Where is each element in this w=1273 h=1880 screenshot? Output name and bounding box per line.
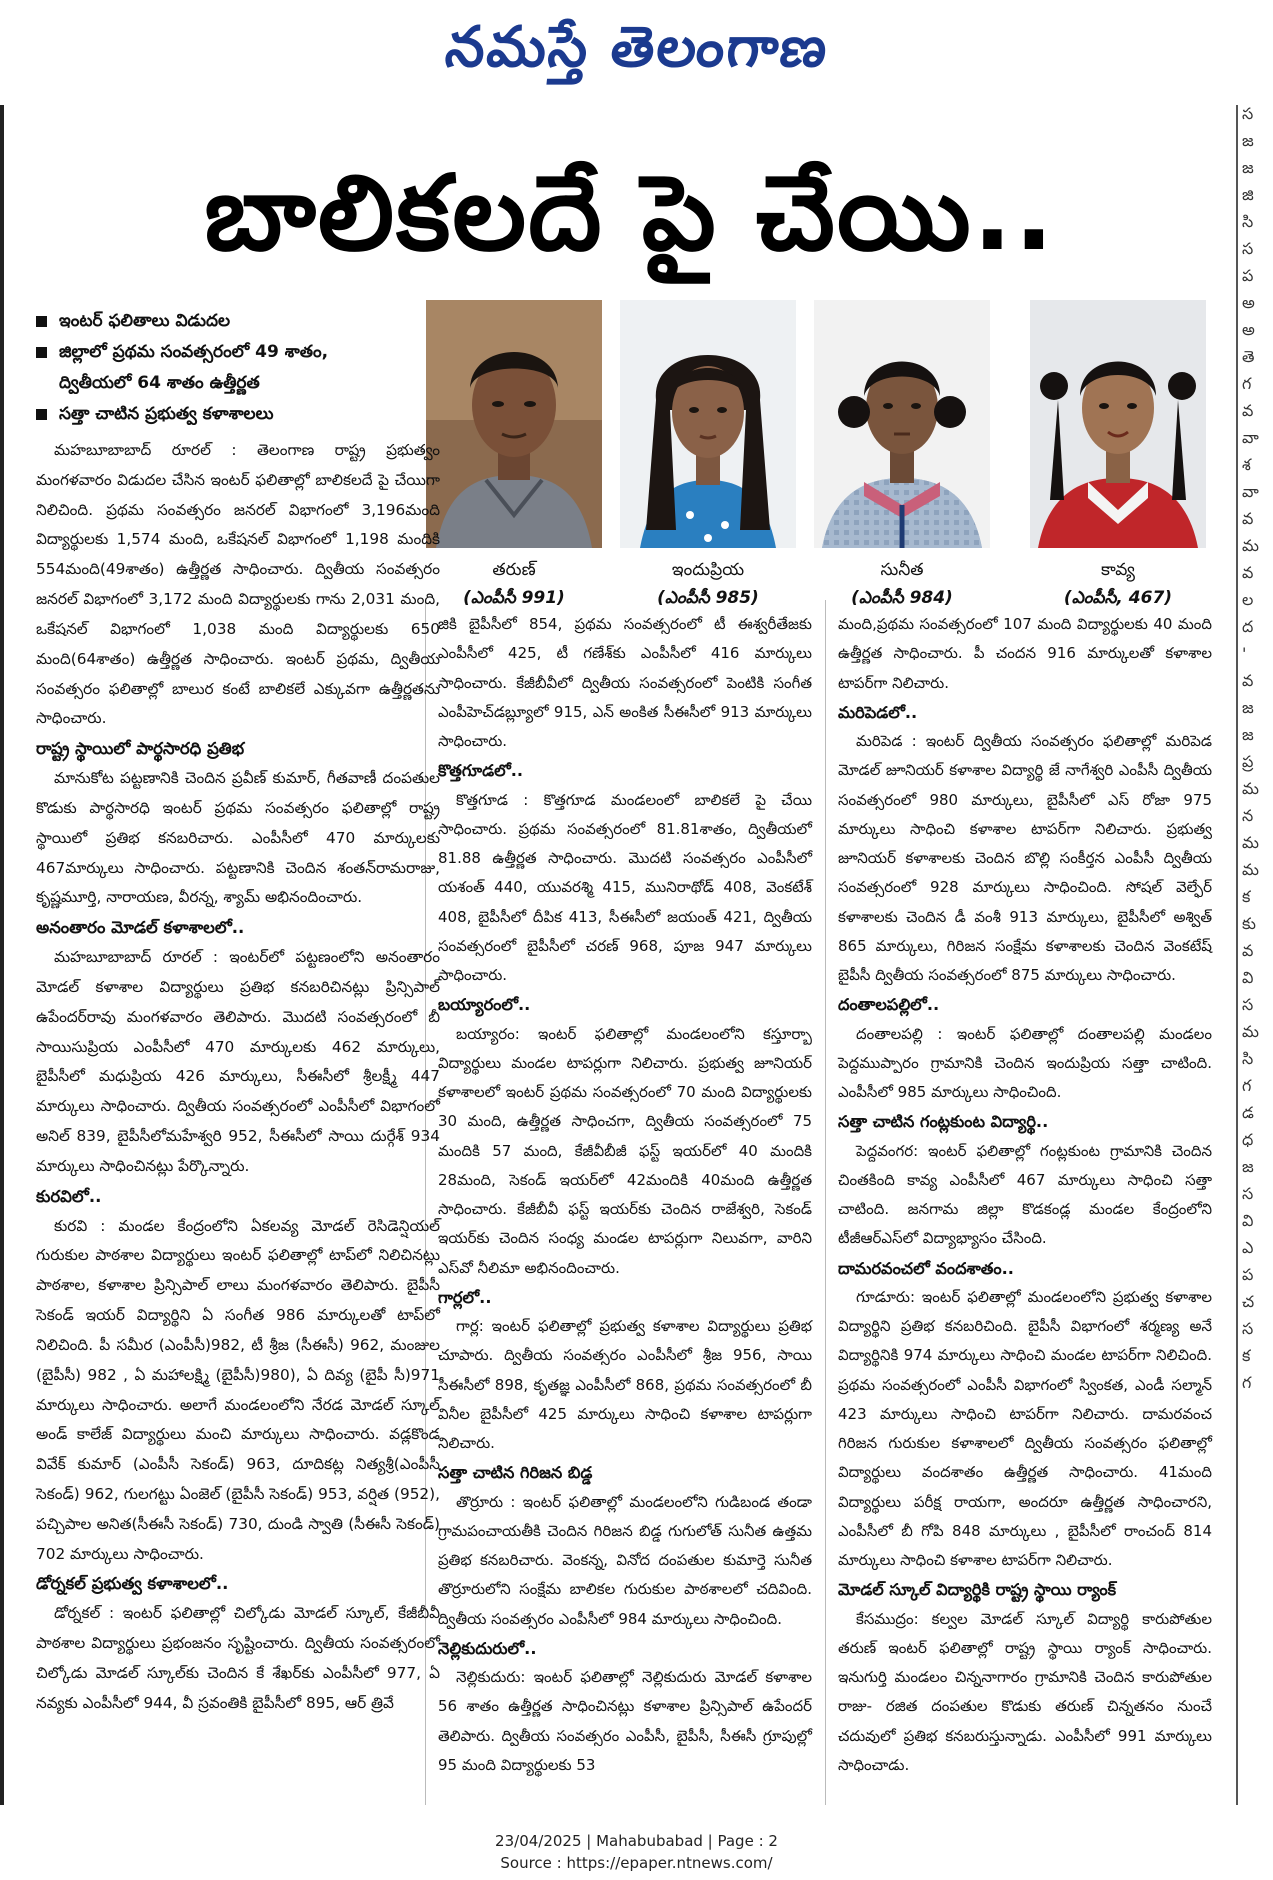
paragraph: బయ్యారం: ఇంటర్ ఫలితాల్లో మండలంలోని కస్తూర్బా విద్యార్థులు మండల టాపర్లుగా నిలిచారు. ప్రభుత్వ జూనియర్ కళాశాలలో ఇంటర్ ప్రథమ సంవత్సరంలో 70 మంది విద్యార్థులకు 30 మంది, ఉత్తీర్ణత సాధించగా, ద్వితీయ సంవత్సరంలో 75 మందికి 57 మంది, కేజీవీబీజీ ఫస్ట్ ఇయర్‌లో 40 మందికి 28మంది, సెకండ్ ఇయర్‌లో 42మందికి 40మంది ఉత్తీర్ణత సాధించారు. కేజీబీవీ ఫస్ట్ ఇయర్‌కు చెందిన రాజేశ్వరి, సెకండ్ ఇయర్‌కు చెందిన సంధ్య మండల టాపర్లుగా నిలువగా, వారిని ఎస్‌వో నీలిమా అభినందించారు. (438, 1024, 812, 1277)
photo-tarun (426, 300, 602, 548)
strip-fragment: మ (1242, 833, 1259, 852)
strip-fragment: అ (1242, 320, 1255, 339)
column-divider (825, 600, 826, 1805)
strip-fragment: ధ (1242, 1130, 1254, 1149)
subheading: రాష్ట్ర స్థాయిలో పార్థసారధి ప్రతిభ (36, 739, 245, 759)
strip-fragment: క (1242, 1346, 1251, 1365)
strip-fragment: డ (1242, 1103, 1254, 1122)
strip-fragment: మ (1242, 1022, 1259, 1041)
caption-suneetha: సునీత (ఎంపీసీ 984) (851, 560, 953, 608)
strip-fragment: ప (1242, 266, 1254, 285)
strip-fragment: శ (1242, 455, 1251, 474)
strip-fragment: ప్ర (1242, 752, 1254, 771)
paragraph: కురవి : మండల కేంద్రంలోని ఏకలవ్య మోడల్ రెసిడెన్షియల్ గురుకుల పాఠశాల విద్యార్థులు ఇంటర్ ఫలితాల్లో టాప్‌లో నిలిచినట్లు పాఠశాల, కళాశాల ప్రిన్సిపాల్ లాలు మంగళవారం తెలిపారు. బైపీసీ సెకండ్ ఇయర్ విద్యార్థిని ఏ సంగీత 986 మార్కులతో టాప్‌లో నిలిచింది. పీ సమీర (ఎంపీసీ)982, టీ శ్రీజ (సీఈసీ) 962, మంజుల (బైపీసీ) 982 , ఏ మహాలక్ష్మి (బైపీసీ)980), ఏ దివ్య (బైపీ సీ)971 మార్కులు సాధించారు. అలాగే మండలంలోని నేరడ మోడల్ స్కూల్ అండ్ కాలేజ్ విద్యార్థులు మంచి మార్కులు సాధించారు. వడ్లకొండ వివేక్ కుమార్ (ఎంపీసీ సెకండ్) 963, దూదికట్ల నిత్యశ్రీ(ఎంపీసీ సెకండ్) 962, గులగట్టు ఏంజెల్ (బైపీసీ సెకండ్) 953, వర్షిత (952), పచ్చిపాల అనిత(సీఈసీ సెకండ్) 730, దుండి స్వాతి (సీఈసీ సెకండ్) 702 మార్కులు సాధించారు. (36, 1216, 440, 1563)
highlight-item: సత్తా చాటిన ప్రభుత్వ కళాశాలలు (36, 399, 416, 430)
subheading: కొత్తగూడలో.. (438, 761, 524, 781)
page-footer (0, 1830, 1273, 1874)
subheading: డోర్నకల్ ప్రభుత్వ కళాశాలలో.. (36, 1574, 229, 1594)
paragraph: తొర్రూరు : ఇంటర్ ఫలితాల్లో మండలంలోని గుడిబండ తండా గ్రామపంచాయతీకి చెందిన గిరిజన బిడ్డ గుగులోత్ సునీత ఉత్తమ ప్రతిభ కనబరిచారు. వెంకన్న, వినోద దంపతుల కుమార్తె సునీత తొర్రూరులోని సంక్షేమ బాలికల గురుకుల పాఠశాలలో చదివింది. ద్వితీయ సంవత్సరం ఎంపీసీలో 984 మార్కులు సాధించింది. (438, 1492, 812, 1628)
photo-kavya (1030, 300, 1206, 548)
strip-fragment: జ (1242, 158, 1254, 177)
strip-fragment: స (1242, 1184, 1254, 1203)
student-photos (426, 300, 1206, 620)
strip-fragment: ప (1242, 1265, 1254, 1284)
strip-fragment: ఎ (1242, 1238, 1254, 1257)
paragraph: జికి బైపీసీలో 854, ప్రథమ సంవత్సరంలో టీ ఈశ్వరీతేజకు ఎంపీసీలో 425, టీ గణేశ్‌కు ఎంపీసీలో 416 మార్కులు సాధించారు. కేజీబీవీలో ద్వితీయ సంవత్సరంలో పెంటికి సంగీత ఎంపీహెచ్‌డబ్ల్యూలో 915, ఎన్ అంకిత సీఈసీలో 913 మార్కులు సాధించారు. (438, 615, 812, 750)
strip-fragment: తె (1242, 347, 1255, 366)
strip-fragment: కు (1242, 914, 1256, 933)
strip-fragment: జ (1242, 131, 1254, 150)
paragraph: పెద్దవంగర: ఇంటర్ ఫలితాల్లో గంట్లకుంట గ్రామానికి చెందిన చింతకింది కావ్య ఎంపీసీలో 467 మార్కులు సాధించి సత్తా చాటింది. జనగామ జిల్లా కొడకండ్ల మండల కేంద్రంలోని టీజీఆర్‌ఎస్‌లో విద్యాభ్యాసం చేసింది. (838, 1141, 1212, 1248)
strip-fragment: వ (1242, 671, 1254, 690)
strip-fragment: చ (1242, 1292, 1255, 1311)
caption-kavya: కావ్య (ఎంపీసీ, 467) (1063, 560, 1173, 608)
strip-fragment: సి (1242, 1049, 1254, 1068)
subheading: గార్లలో.. (438, 1287, 492, 1307)
article-column-1 (36, 436, 440, 1719)
highlights-list (36, 306, 416, 430)
article-column-2 (438, 610, 812, 1780)
strip-fragment: ల (1242, 590, 1254, 609)
footer-source-link[interactable]: Source : https://epaper.ntnews.com/ (500, 1854, 773, 1872)
strip-fragment: వ (1242, 563, 1254, 582)
highlight-item: ఇంటర్ ఫలితాలు విడుదల (36, 306, 416, 337)
strip-fragment: గ (1242, 1373, 1252, 1392)
paragraph: గార్ల: ఇంటర్ ఫలితాల్లో ప్రభుత్వ కళాశాల విద్యార్థులు ప్రతిభ చూపారు. ద్వితీయ సంవత్సరం ఎంపీసీలో శ్రీజ 956, సాయి సీఈసీలో 898, కృతజ్ఞ ఎంపీసీలో 868, ప్రథమ సంవత్సరంలో బీ వినీల బైపీసీలో 425 మార్కులు సాధించి కళాశాల టాపర్లుగా నిలిచారు. (438, 1317, 812, 1452)
subheading: దంతాలపల్లిలో.. (838, 995, 940, 1015)
paragraph: కేసముద్రం: కల్వల మోడల్ స్కూల్ విద్యార్థి కారుపోతుల తరుణ్ ఇంటర్ ఫలితాల్లో రాష్ట్ర స్థాయి ర్యాంక్ సాధించారు. ఇనుగుర్తి మండలం చిన్ననాగారం గ్రామానికి చెందిన కారుపోతుల రాజు- రజిత దంపతుల కొడుకు తరుణ్ చిన్నతనం నుంచే చదువులో ప్రతిభ కనబరుస్తున్నాడు. ఎంపీసీలో 991 మార్కులు సాధించాడు. (838, 1609, 1212, 1774)
strip-fragment: జ (1242, 725, 1254, 744)
highlight-item: ద్వితీయలో 64 శాతం ఉత్తీర్ణత (59, 373, 260, 393)
strip-fragment: స (1242, 239, 1254, 258)
paragraph: మరిపెడ : ఇంటర్ ద్వితీయ సంవత్సరం ఫలితాల్లో మరిపెడ మోడల్ జూనియర్ కళాశాల విద్యార్థి జే నాగేశ్వరి ఎంపీసీ ద్వితీయ సంవత్సరంలో 980 మార్కులు, బైపీసీలో ఎస్ రోజా 975 మార్కులు సాధించి కళాశాల టాపర్‌గా నిలిచారు. ప్రభుత్వ జూనియర్ కళాశాలకు చెందిన బొల్లి సంకీర్తన ఎంపీసీ ద్వితీయ సంవత్సరంలో 928 మార్కులు సాధించింది. సోషల్ వెల్ఫేర్ కళాశాలకు చెందిన డీ వంశీ 913 మార్కులు, బైపీసీలో అశ్విత్ 865 మార్కులు, గిరిజన సంక్షేమ కళాశాలకు చెందిన వెంకటేష్ బైపీసీ ద్వితీయ సంవత్సరంలో 875 మార్కులు సాధించారు. (838, 732, 1212, 984)
strip-fragment: జి (1242, 185, 1254, 204)
caption-induprıya: ఇందుప్రియ (ఎంపీసీ 985) (657, 560, 759, 608)
paragraph: మంది,ప్రథమ సంవత్సరంలో 107 మంది విద్యార్థులకు 40 మంది ఉత్తీర్ణత సాధించారు. పీ చందన 916 మార్కులతో కళాశాల టాపర్‌గా నిలిచారు. (838, 615, 1212, 692)
strip-fragment: మ (1242, 860, 1259, 879)
strip-fragment: స (1242, 995, 1254, 1014)
strip-fragment: స (1242, 1319, 1254, 1338)
paragraph: కొత్తగూడ : కొత్తగూడ మండలంలో బాలికలే పై చేయి సాధించారు. ప్రథమ సంవత్సరంలో 81.81శాతం, ద్వితీయలో 81.88 ఉత్తీర్ణత సాధించారు. మొదటి సంవత్సరం ఎంపీసీలో యశంత్ 440, యువరశ్మి 415, మునిరాథోడ్ 408, వెంకటేశ్ 408, బైపీసీలో దీపిక 413, సీఈసీలో జయంత్ 421, ద్వితీయ సంవత్సరంలో బైపీసీలో చరణ్ 968, పూజ 947 మార్కులు సాధించారు. (438, 790, 812, 984)
strip-fragment: జ (1242, 698, 1254, 717)
strip-fragment: క (1242, 887, 1251, 906)
strip-fragment: అ (1242, 293, 1255, 312)
strip-fragment: న (1242, 806, 1254, 825)
paragraph: దంతాలపల్లి : ఇంటర్ ఫలితాల్లో దంతాలపల్లి మండలం పెద్దముప్పారం గ్రామానికి చెందిన ఇందుప్రియ సత్తా చాటింది. ఎంపీసీలో 985 మార్కులు సాధించింది. (838, 1024, 1212, 1101)
strip-fragment: వా (1242, 482, 1259, 501)
right-column-border (1236, 105, 1238, 1805)
strip-fragment: వ (1242, 509, 1254, 528)
strip-fragment: గ (1242, 374, 1252, 393)
subheading: మరిపెడలో.. (838, 702, 918, 722)
adjacent-article-strip (1242, 100, 1273, 1820)
masthead-logo: నమస్తే తెలంగాణ (442, 14, 833, 80)
strip-fragment: వ (1242, 401, 1254, 420)
subheading: నెల్లికుదురులో.. (438, 1638, 537, 1658)
page-left-border (0, 105, 4, 1805)
headline: బాలికలదే పై చేయి.. (204, 152, 1056, 274)
subheading: దామరవంచలో వందశాతం.. (838, 1258, 1014, 1278)
subheading: సత్తా చాటిన గంట్లకుంట విద్యార్థి.. (838, 1112, 1049, 1132)
bullet-square-icon (36, 347, 47, 358)
subheading: మోడల్ స్కూల్ విద్యార్థికి రాష్ట్ర స్థాయి ర్యాంక్ (838, 1580, 1117, 1600)
subheading: బయ్యారంలో.. (438, 995, 531, 1015)
article-column-3 (838, 610, 1212, 1780)
paragraph: మహబూబాబాద్ రూరల్ : తెలంగాణ రాష్ట్ర ప్రభుత్వం మంగళవారం విడుదల చేసిన ఇంటర్ ఫలితాల్లో బాలికలదే పై చేయిగా నిలిచింది. ప్రథమ సంవత్సరం జనరల్ విభాగంలో 3,196మంది విద్యార్థులకు 1,574 మంది, ఒకేషనల్ విభాగంలో 1,198 మందికి 554మంది(49శాతం) ఉత్తీర్ణత సాధించారు. ద్వితీయ సంవత్సరం జనరల్ విభాగంలో 3,172 మంది విద్యార్థులకు గాను 2,031 మంది, ఒకేషనల్ విభాగంలో 1,038 మంది విద్యార్థులకు 650 మంది(64శాతం) ఉత్తీర్ణత సాధించారు. ఇంటర్ ప్రథమ, ద్వితీయ సంవత్సరం ఫలితాల్లో బాలుర కంటే బాలికలే ఎక్కువగా ఉత్తీర్ణతను సాధించారు. (36, 441, 440, 728)
strip-fragment: స (1242, 104, 1254, 123)
strip-fragment: మ (1242, 536, 1259, 555)
strip-fragment: వి (1242, 1211, 1254, 1230)
caption-tarun: తరుణ్ (ఎంపీసీ 991) (463, 560, 565, 608)
footer-date-edition: 23/04/2025 | Mahabubabad | Page : 2 (495, 1832, 778, 1850)
paragraph: డోర్నకల్ : ఇంటర్ ఫలితాల్లో చిల్కోడు మోడల్ స్కూల్, కేజీబీవీ పాఠశాల విద్యార్థులు ప్రభంజనం సృష్టించారు. ద్వితీయ సంవత్సరంలో చిల్కోడు మోడల్ స్కూల్‌కు చెందిన కే శేఖర్‌కు ఎంపీసీలో 977, ఏ నవ్యకు ఎంపీసీలో 944, వీ స్రవంతికి బైపీసీలో 895, ఆర్ త్రివే (36, 1604, 440, 1712)
strip-fragment: వా (1242, 428, 1259, 447)
bullet-square-icon (36, 409, 47, 420)
photo-suneetha (814, 300, 990, 548)
strip-fragment: జ (1242, 1157, 1254, 1176)
strip-fragment: వ (1242, 941, 1254, 960)
strip-fragment: ' (1242, 644, 1247, 663)
highlight-item: జిల్లాలో ప్రథమ సంవత్సరంలో 49 శాతం, (36, 337, 416, 368)
strip-fragment: వి (1242, 968, 1254, 987)
subheading: అనంతారం మోడల్ కళాశాలలో.. (36, 918, 245, 938)
bullet-square-icon (36, 316, 47, 327)
paragraph: మహబూబాబాద్ రూరల్ : ఇంటర్‌లో పట్టణంలోని అనంతారం మోడల్ కళాశాల విద్యార్థులు ప్రతిభ కనబరిచినట్లు ప్రిన్సిపాల్ ఉపేందర్‌రావు మంగళవారం తెలిపారు. మొదటి సంవత్సరంలో బీ సాయిసుప్రియ ఎంపీసీలో 470 మార్కులకు 462 మార్కులు, బైపీసీలో మధుప్రియ 426 మార్కులు, సీఈసీలో శ్రీలక్ష్మీ 447 మార్కులు సాధించారు. ద్వితీయ సంవత్సరంలో ఎంపీసీలో విభాగంలో అనిల్ 839, బైపీసీలోమహేశ్వరి 952, సీఈసీలో సాయి దుర్గేశ్ 934 మార్కులు సాధించినట్లు పేర్కొన్నారు. (36, 948, 440, 1175)
subheading: కురవిలో.. (36, 1186, 102, 1206)
photo-induprıya (620, 300, 796, 548)
paragraph: గూడూరు: ఇంటర్ ఫలితాల్లో మండలంలోని ప్రభుత్వ కళాశాల విద్యార్థిని ప్రతిభ కనబరిచింది. బైపీసీ విభాగంలో శర్మణ్య అనే విద్యార్థినికి 974 మార్కులు సాధించి మండల టాపర్‌గా నిలిచింది. ప్రథమ సంవత్సరంలో ఎంపీసీ విభాగంలో స్వింకత, ఎండీ సల్మాన్ 423 మార్కులు సాధించి టాపర్‌గా నిలిచారు. దామరవంచ గిరిజన గురుకుల కళాశాలలో ద్వితీయ సంవత్సరం ఫలితాల్లో విద్యార్థులు వందశాతం ఉత్తీర్ణత సాధించారు. 41మంది విద్యార్థులు పరీక్ష రాయగా, అందరూ ఉత్తీర్ణత సాధించారని, ఎంపీసీలో బీ గోపి 848 మార్కులు , బైపీసీలో రాంచంద్ 814 మార్కులు సాధించి కళాశాల టాపర్‌గా నిలిచారు. (838, 1287, 1212, 1569)
strip-fragment: గ (1242, 1076, 1252, 1095)
strip-fragment: సి (1242, 212, 1254, 231)
subheading: సత్తా చాటిన గిరిజన బిడ్డ (438, 1463, 593, 1483)
strip-fragment: మ (1242, 779, 1259, 798)
paragraph: మానుకోట పట్టణానికి చెందిన ప్రవీణ్ కుమార్, గీతవాణీ దంపతుల కొడుకు పార్థసారధి ఇంటర్ ప్రథమ సంవత్సరం ఫలితాల్లో రాష్ట్ర స్థాయిలో ప్రతిభ కనబరిచారు. ఎంపీసీలో 470 మార్కులకు 467మార్కులు సాధించారు. పట్టణానికి చెందిన శంతన్‌రామరాజు, కృష్ణమూర్తి, నారాయణ, వీరన్న, శ్యామ్ అభినందించారు. (36, 769, 440, 907)
strip-fragment: ద (1242, 617, 1254, 636)
paragraph: నెల్లికుదురు: ఇంటర్ ఫలితాల్లో నెల్లికుదురు మోడల్ కళాశాల 56 శాతం ఉత్తీర్ణత సాధించినట్లు కళాశాల ప్రిన్సిపాల్ ఉపేందర్ తెలిపారు. ద్వితీయ సంవత్సరం ఎంపీసీ, బైపీసీ, సీఈసీ గ్రూపుల్లో 95 మంది విద్యార్థులకు 53 (438, 1668, 812, 1774)
